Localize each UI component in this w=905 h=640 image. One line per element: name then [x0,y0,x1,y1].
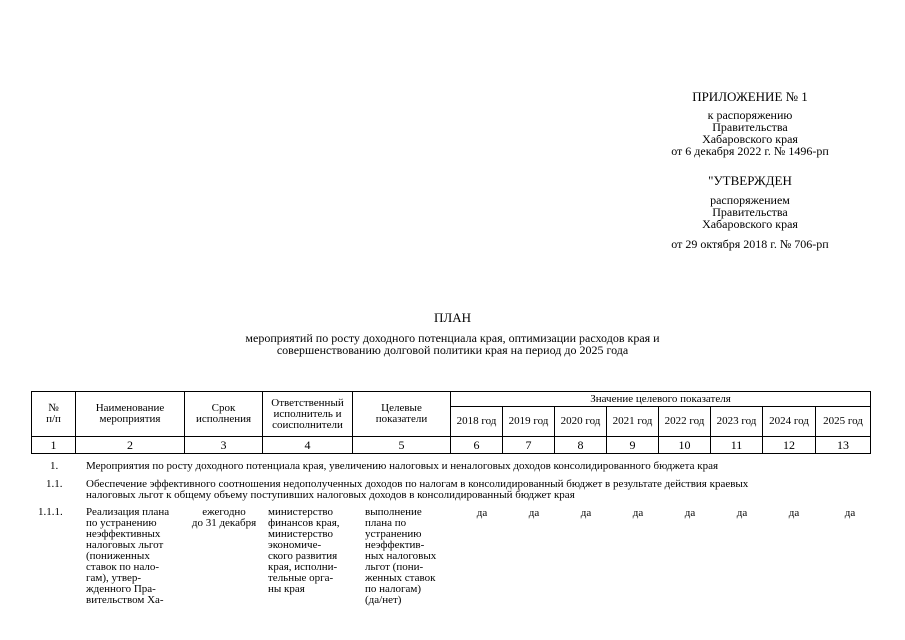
plan-title: ПЛАН [434,310,471,325]
resp-line: министерство [268,528,334,540]
header-value-group: Значение целевого показателя [451,392,871,407]
name-line: жденного Пра- [86,583,156,595]
row-1-1-1-value-2021: да [632,507,644,519]
name-line: ставок по нало- [86,561,160,573]
approved-line: Хабаровского края [702,217,798,231]
section-1-1-text-line-2: налоговых льгот к общему объему поступивших налоговых доходов в консолидированный бюджет края [86,489,575,501]
col-number: 2 [76,437,185,454]
term-line: ежегодно [202,506,246,518]
col-number: 11 [711,437,763,454]
header-term [185,392,263,437]
plan-subtitle-line-2: совершенствованию долговой политики края на период до 2025 года [276,343,629,357]
target-line: по налогам) [365,583,422,595]
header-target-line: показатели [375,413,428,425]
header-num-line: п/п [46,413,61,425]
header-responsible [263,392,353,437]
plan-table-header [31,391,871,454]
target-line: устранению [365,528,422,540]
header-resp-line: соисполнители [272,418,343,431]
appendix-heading: ПРИЛОЖЕНИЕ № 1 [692,89,808,104]
col-number: 12 [763,437,816,454]
header-year: 2021 год [607,407,659,437]
header-resp-line: Ответственный [271,396,344,409]
target-line: женных ставок [365,572,436,584]
col-number: 1 [32,437,76,454]
section-1-text: Мероприятия по росту доходного потенциала края, увеличению налоговых и неналоговых доходов консолидированного бюджета края [86,460,719,472]
header-name [76,392,185,437]
header-target [353,392,451,437]
header-target-line: Целевые [381,402,422,414]
target-line: неэффектив- [365,539,425,551]
resp-line: министерство [268,506,334,518]
header-num-line: № [48,402,59,414]
row-1-1-1-name [86,507,169,606]
section-1-number: 1. [50,460,59,472]
name-line: налоговых льгот [86,539,164,551]
approved-block [630,175,870,250]
row-1-1-1-value-2023: да [736,507,748,519]
col-number: 4 [263,437,353,454]
target-line: плана по [365,517,407,529]
row-1-1-1-number: 1.1.1. [38,506,63,518]
name-line: Реализация плана [86,506,170,518]
target-line: льгот (пони- [365,561,424,573]
term-line: до 31 декабря [191,517,257,529]
row-1-1-1-term [185,507,263,529]
row-1-1-1-target [365,507,436,606]
resp-line: финансов края, [268,517,340,529]
header-year: 2019 год [503,407,555,437]
header-name-line: мероприятия [99,413,161,425]
target-line: ных налоговых [365,550,437,562]
header-term-line: Срок [211,402,236,414]
approved-line: распоряжением [710,193,790,207]
name-line: гам), утвер- [86,572,141,584]
col-number: 3 [185,437,263,454]
header-year: 2024 год [763,407,816,437]
resp-line: экономиче- [268,539,322,551]
col-number: 5 [353,437,451,454]
resp-line: края, исполни- [268,561,338,573]
col-number: 13 [816,437,871,454]
target-line: выполнение [365,506,422,518]
col-number: 6 [451,437,503,454]
approved-heading: "УТВЕРЖДЕН [708,173,792,188]
col-number: 10 [659,437,711,454]
resp-line: тельные орга- [268,572,334,584]
name-line: вительством Ха- [86,594,164,606]
plan-subtitle-line-1: мероприятий по росту доходного потенциала края, оптимизации расходов края и [245,331,660,345]
row-1-1-1-responsible [268,507,340,595]
section-1-1-text-line-1: Обеспечение эффективного соотношения недополученных доходов по налогам в консолидированный бюджет в результате действия краевых [86,478,749,490]
header-year: 2018 год [451,407,503,437]
name-line: неэффективных [86,528,161,540]
row-1-1-1-value-2018: да [476,507,488,519]
row-1-1-1-value-2022: да [684,507,696,519]
header-term-line: исполнения [195,413,252,425]
header-year: 2023 год [711,407,763,437]
header-year: 2020 год [555,407,607,437]
resp-line: ны края [268,583,305,595]
row-1-1-1-value-2020: да [580,507,592,519]
target-line: (да/нет) [365,594,402,606]
name-line: (пониженных [86,550,150,562]
header-resp-line: исполнитель и [273,407,342,420]
header-num [32,392,76,437]
approved-line: Правительства [712,205,788,219]
header-year: 2022 год [659,407,711,437]
row-1-1-1-value-2025: да [844,507,856,519]
col-number: 8 [555,437,607,454]
resp-line: ского развития [268,550,338,562]
appendix-line: Хабаровского края [702,132,798,146]
row-1-1-1-value-2024: да [788,507,800,519]
appendix-line: Правительства [712,120,788,134]
header-year: 2025 год [816,407,871,437]
name-line: по устранению [86,517,157,529]
appendix-line: от 6 декабря 2022 г. № 1496-рп [671,144,829,158]
col-number: 7 [503,437,555,454]
section-1-1-number: 1.1. [46,478,63,490]
header-name-line: Наименование [95,402,165,414]
appendix-line: к распоряжению [707,108,793,122]
col-number: 9 [607,437,659,454]
appendix-block [630,91,870,157]
row-1-1-1-value-2019: да [528,507,540,519]
approved-date: от 29 октября 2018 г. № 706-рп [671,237,829,251]
